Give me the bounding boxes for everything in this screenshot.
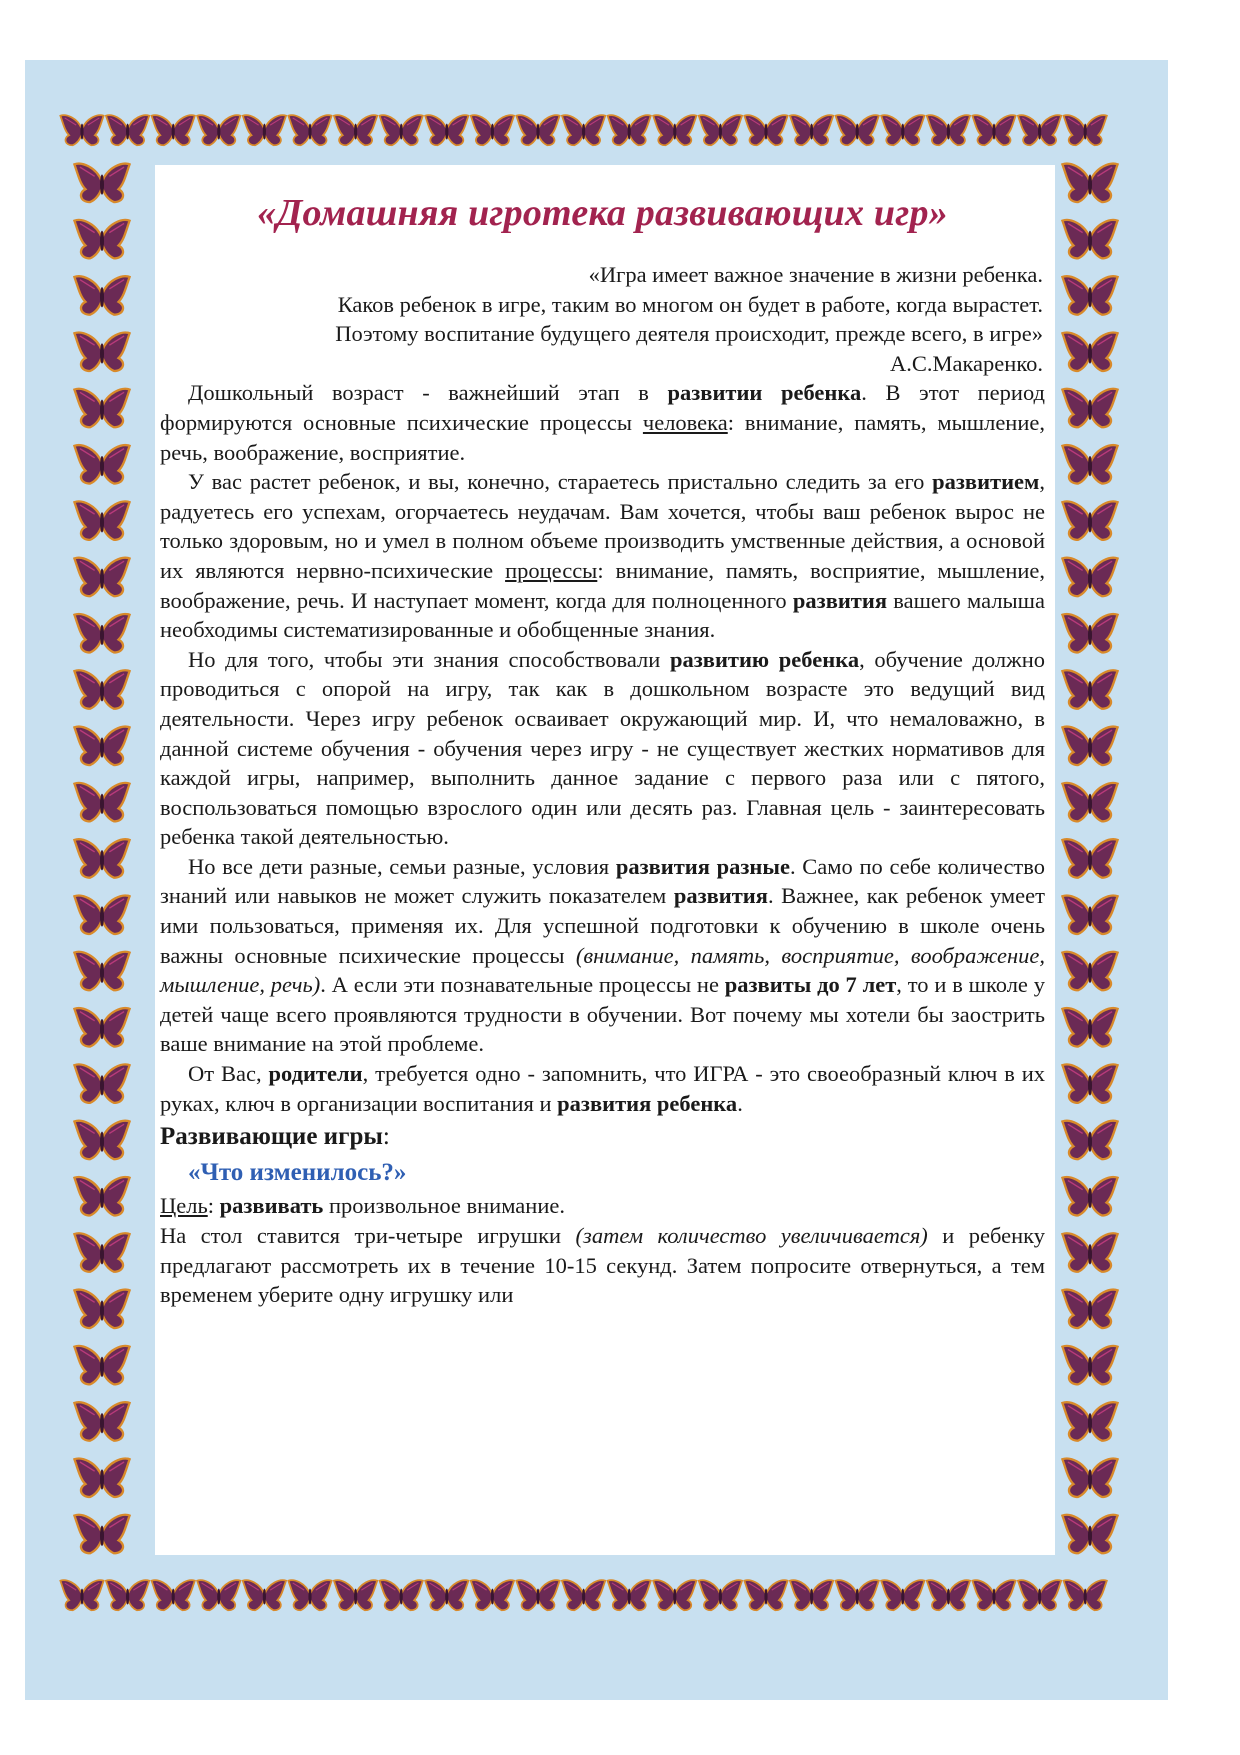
bold-text: развития разные (615, 853, 790, 879)
text: Но для того, чтобы эти знания способствовали (188, 646, 670, 672)
text: Но все дети разные, семьи разные, условия (188, 853, 616, 879)
bold-text: развитию ребенка (669, 646, 860, 672)
text: Дошкольный возраст - важнейший этап в (188, 380, 668, 406)
text: , то и в школе у детей чаще всего проявляются трудности в обучении. Вот почему мы хотели бы заострить ваше внимание на этой проблеме. (160, 972, 1045, 1057)
italic-text: (внимание, память, восприятие, воображение, мышление, речь) (160, 942, 1045, 998)
text: произвольное внимание. (323, 1193, 565, 1219)
paragraph-5 (160, 1059, 1045, 1118)
bold-text: развития (673, 883, 768, 909)
games-heading-text: Развивающие игры (160, 1123, 383, 1151)
text: . В этот период формируются основные психические процессы (160, 380, 1045, 435)
games-heading-colon: : (382, 1123, 390, 1151)
game-description (160, 1221, 1045, 1310)
text: , требуется одно - запомнить, что ИГРА - это своеобразный ключ в их руках, ключ в организации воспитания и (160, 1061, 1046, 1116)
paragraph-1 (160, 378, 1045, 467)
epigraph-line: «Игра имеет важное значение в жизни ребенка. (588, 262, 1043, 287)
paragraph-3 (160, 645, 1045, 852)
link-text[interactable]: процессы (505, 557, 598, 583)
italic-text: (затем количество увеличивается) (575, 1223, 928, 1248)
text: : внимание, память, мышление, речь, воображение, восприятие. (160, 409, 1045, 465)
text: : (207, 1193, 220, 1219)
epigraph-line: Поэтому воспитание будущего деятеля происходит, прежде всего, в игре» (335, 321, 1043, 347)
text: : внимание, память, восприятие, мышление, воображение, речь. И наступает момент, когда для полноценного (160, 557, 1046, 613)
epigraph-author: А.С.Макаренко. (889, 350, 1043, 376)
text: У вас растет ребенок, и вы, конечно, стараетесь пристально следить за его (188, 469, 933, 495)
bold-text: развитии ребенка (667, 380, 862, 406)
page-title: «Домашняя игротека развивающих игр» (257, 192, 948, 234)
game-goal (160, 1191, 1045, 1221)
bold-text: родители (268, 1061, 363, 1087)
text: , радуетесь его успехам, огорчаетесь неудачам. Вам хочется, чтобы ваш ребенок вырос не только здоровым, но и умел в полном объеме производить умственные действия, а основой их являются нервно-психические (160, 469, 1045, 583)
paragraph-2 (160, 467, 1045, 645)
link-text[interactable]: человека (642, 409, 728, 435)
bold-text: развития ребенка (557, 1090, 738, 1116)
text: . (737, 1090, 743, 1116)
paragraph-4 (160, 852, 1045, 1059)
text: На стол ставится три-четыре игрушки (160, 1223, 576, 1248)
epigraph-line: Каков ребенок в игре, таким во многом он будет в работе, когда вырастет. (337, 291, 1043, 317)
bold-text: развивать (219, 1193, 324, 1219)
text: , обучение должно проводиться с опорой на игру, так как в дошкольном возрасте это ведущий вид деятельности. Через игру ребенок осваивает окружающий мир. И, что немаловажно, в данной системе обучения - обучения через игру - не существует жестких нормативов для каждой игры, например, выполнить данное задание с первого раза или с пятого, воспользоваться помощью взрослого один или десять раз. Главная цель - заинтересовать ребенка такой деятельностью. (160, 646, 1045, 850)
bold-text: развитием (932, 469, 1040, 495)
games-heading (160, 1122, 1045, 1152)
goal-label: Цель (160, 1193, 208, 1219)
text: и ребенку предлагают рассмотреть их в течение 10-15 секунд. Затем попросите отвернуться, а тем временем уберите одну игрушку или (160, 1223, 1046, 1308)
text: От Вас, (188, 1061, 269, 1087)
text: вашего малыша необходимы систематизированные и обобщенные знания. (160, 587, 1045, 643)
text: . Само по себе количество знаний или навыков не может служить показателем (160, 853, 1045, 909)
text: . А если эти познавательные процессы не (320, 972, 725, 998)
game-title: «Что изменилось?» (188, 1158, 407, 1186)
epigraph (160, 260, 1043, 378)
bold-text: развиты до 7 лет (724, 972, 897, 998)
text: . Важнее, как ребенок умеет ими пользоваться, применяя их. Для успешной подготовки к обучению в школе очень важны основные психические процессы (160, 883, 1045, 968)
bold-text: развития (792, 587, 887, 613)
